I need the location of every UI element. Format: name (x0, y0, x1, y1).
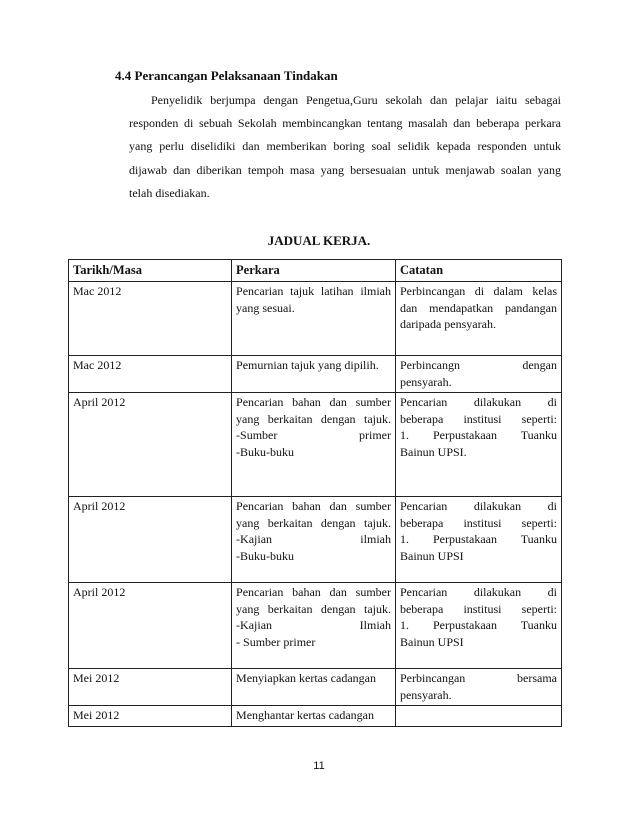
cell-date: Mei 2012 (69, 669, 232, 706)
cell-text-line: Pencarian tajuk latihan ilmiah (236, 284, 391, 298)
cell-text-line: 1. Perpustakaan Tuanku (399, 532, 557, 546)
cell-date: Mei 2012 (69, 706, 232, 727)
column-header-catatan: Catatan (395, 260, 561, 282)
cell-catatan (395, 669, 561, 706)
cell-text-line: Pencarian dilakukan di (399, 585, 557, 599)
cell-text-line: pensyarah. (399, 374, 452, 389)
cell-text-line: beberapa institusi seperti: (399, 601, 557, 616)
cell-catatan (395, 583, 561, 669)
cell-text-line: 1. Perpustakaan Tuanku (399, 428, 557, 442)
work-schedule-table (68, 259, 562, 727)
cell-perkara (232, 356, 396, 393)
cell-date: April 2012 (69, 393, 232, 497)
cell-text-line: Pencarian bahan dan sumber (236, 395, 391, 409)
cell-catatan (395, 282, 561, 356)
table-body (69, 282, 562, 727)
table-header-row (69, 260, 562, 282)
section-paragraph (129, 89, 561, 205)
table-row (69, 497, 562, 583)
cell-text-line: Pencarian bahan dan sumber (236, 585, 391, 599)
table-row (69, 356, 562, 393)
cell-catatan (395, 497, 561, 583)
cell-text-line: yang berkaitan dengan tajuk. (236, 515, 391, 530)
cell-perkara (232, 497, 396, 583)
cell-date: April 2012 (69, 497, 232, 583)
cell-text-line: Menghantar kertas cadangan (236, 708, 374, 722)
paragraph-line: yang perlu diselidiki dan memberikan boring soal selidik kepada responden untuk (129, 139, 561, 154)
cell-text-line: -Kajian ilmiah (236, 532, 391, 546)
cell-text-line: Pencarian dilakukan di (399, 395, 557, 409)
table-title: JADUAL KERJA. (267, 233, 371, 248)
paragraph-line: telah disediakan. (129, 185, 210, 200)
cell-catatan (395, 393, 561, 497)
cell-text-line: Pencarian bahan dan sumber (236, 499, 391, 513)
cell-text-line: Bainun UPSI (399, 634, 464, 649)
cell-text-line: -Kajian Ilmiah (236, 618, 391, 632)
column-header-perkara: Perkara (232, 260, 396, 282)
paragraph-line: Penyelidik berjumpa dengan Pengetua,Guru sekolah dan pelajar iaitu sebagai (151, 93, 561, 107)
page-number: 11 (313, 760, 325, 772)
cell-text-line: beberapa institusi seperti: (399, 515, 557, 530)
table-row (69, 706, 562, 727)
cell-text-line: yang sesuai. (236, 300, 295, 315)
cell-date: Mac 2012 (69, 356, 232, 393)
cell-date: Mac 2012 (69, 282, 232, 356)
cell-text-line: Menyiapkan kertas cadangan (236, 671, 376, 685)
section-heading: 4.4 Perancangan Pelaksanaan Tindakan (115, 68, 338, 83)
cell-date: April 2012 (69, 583, 232, 669)
cell-perkara (232, 282, 396, 356)
cell-perkara (232, 393, 396, 497)
cell-text-line: yang berkaitan dengan tajuk. (236, 411, 391, 426)
cell-text-line: Bainun UPSI (399, 548, 464, 563)
cell-catatan (395, 356, 561, 393)
cell-perkara (232, 583, 396, 669)
cell-text-line: -Buku-buku (236, 444, 295, 459)
table-row (69, 393, 562, 497)
paragraph-line: responden di sebuah Sekolah membincangkan tentang masalah dan beberapa perkara (129, 116, 561, 131)
cell-text-line: Perbincangn dengan (399, 358, 557, 372)
paragraph-line: dijawab dan diberikan tempoh masa yang bersesuaian untuk menjawab soalan yang (129, 162, 561, 177)
cell-text-line: -Buku-buku (236, 548, 295, 563)
table-row (69, 669, 562, 706)
cell-text-line: pensyarah. (399, 687, 452, 702)
cell-text-line: 1. Perpustakaan Tuanku (399, 618, 557, 632)
cell-text-line: beberapa institusi seperti: (399, 411, 557, 426)
cell-text-line: Perbincangan di dalam kelas (399, 284, 557, 298)
cell-text-line: daripada pensyarah. (399, 317, 496, 331)
table-row (69, 583, 562, 669)
cell-text-line: Pencarian dilakukan di (399, 499, 557, 513)
cell-text-line: - Sumber primer (236, 634, 316, 649)
cell-perkara (232, 706, 396, 727)
cell-perkara (232, 669, 396, 706)
cell-catatan (395, 706, 561, 727)
column-header-date: Tarikh/Masa (69, 260, 232, 282)
cell-text-line: yang berkaitan dengan tajuk. (236, 601, 391, 616)
cell-text-line: dan mendapatkan pandangan (399, 300, 557, 315)
cell-text-line: Bainun UPSI. (399, 444, 467, 459)
cell-text-line: -Sumber primer (236, 428, 391, 442)
cell-text-line: Pemurnian tajuk yang dipilih. (236, 358, 379, 372)
cell-text-line: Perbincangan bersama (399, 671, 557, 685)
table-row (69, 282, 562, 356)
